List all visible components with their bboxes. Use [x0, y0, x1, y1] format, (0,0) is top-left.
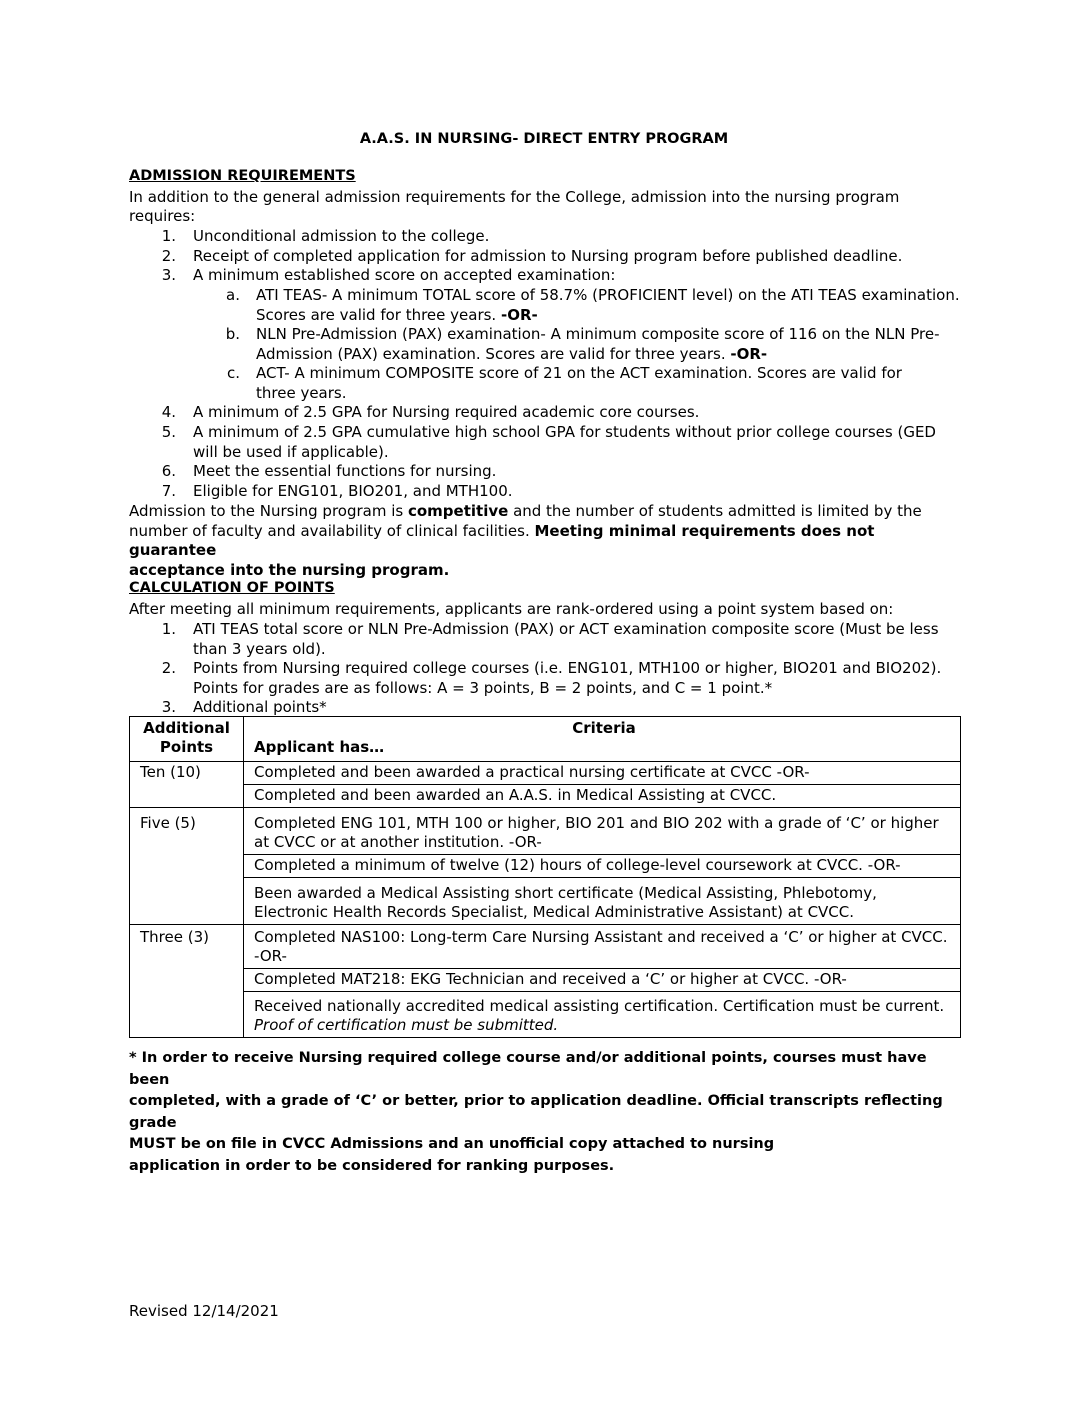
points-heading: CALCULATION OF POINTS	[129, 580, 335, 596]
points-cell: Five (5)	[130, 808, 244, 925]
list-item	[193, 659, 941, 698]
paragraph-text: Admission to the Nursing program is	[129, 502, 408, 520]
sublist-text: Scores are valid for three years.	[256, 305, 501, 324]
points-cell: Three (3)	[130, 925, 244, 1038]
header-text: Additional	[143, 719, 230, 737]
sublist-item	[256, 325, 940, 364]
footnote-line: MUST be on file in CVCC Admissions and an unofficial copy attached to nursing	[129, 1136, 775, 1152]
or-label: -OR-	[500, 305, 538, 324]
criteria-cell: Completed and been awarded a practical nursing certificate at CVCC -OR-	[244, 762, 961, 785]
table-row	[130, 878, 961, 925]
footnote-line: completed, with a grade of ‘C’ or better, prior to application deadline. Official transcripts reflecting grade	[129, 1093, 943, 1131]
admission-intro-line: requires:	[129, 207, 196, 225]
criteria-cell: Completed and been awarded an A.A.S. in Medical Assisting at CVCC.	[244, 785, 961, 808]
sublist-line: NLN Pre-Admission (PAX) examination- A minimum composite score of 116 on the NLN Pre-	[256, 325, 940, 343]
document-title: A.A.S. IN NURSING- DIRECT ENTRY PROGRAM	[359, 131, 729, 147]
admission-intro	[129, 188, 959, 226]
sublist-line	[256, 384, 902, 404]
criteria-cell: Been awarded a Medical Assisting short certificate (Medical Assisting, Phlebotomy, Electronic Health Records Specialist, Medical Administrative Assistant) at CVCC.	[244, 878, 961, 925]
sublist-line: ACT- A minimum COMPOSITE score of 21 on the ACT examination. Scores are valid for	[256, 364, 902, 382]
table-row	[130, 855, 961, 878]
list-number: 2.	[161, 247, 176, 265]
table-row	[130, 808, 961, 855]
paragraph-line	[129, 522, 959, 561]
sublist-line: ATI TEAS- A minimum TOTAL score of 58.7% (PROFICIENT level) on the ATI TEAS examination.	[256, 286, 960, 304]
list-item	[193, 423, 936, 462]
criteria-cell: Completed NAS100: Long-term Care Nursing Assistant and received a ‘C’ or higher at CVCC. -OR-	[244, 925, 961, 969]
list-item: Meet the essential functions for nursing.	[193, 462, 497, 480]
sublist-line	[256, 345, 940, 365]
table-row	[130, 762, 961, 785]
table-header-points	[130, 717, 244, 762]
list-item: Eligible for ENG101, BIO201, and MTH100.	[193, 482, 513, 500]
footnote	[129, 1048, 959, 1177]
criteria-cell	[244, 992, 961, 1038]
points-intro: After meeting all minimum requirements, applicants are rank-ordered using a point system based on:	[129, 600, 894, 618]
list-number: 3.	[161, 266, 176, 284]
sublist-text: three years.	[256, 383, 347, 402]
criteria-cell: Completed MAT218: EKG Technician and received a ‘C’ or higher at CVCC. -OR-	[244, 969, 961, 992]
paragraph-line	[129, 502, 959, 522]
list-item-line: A minimum of 2.5 GPA cumulative high school GPA for students without prior college courses (GED	[193, 423, 936, 441]
additional-points-table	[129, 716, 961, 1038]
list-item	[193, 620, 939, 659]
table-row	[130, 969, 961, 992]
list-item: Unconditional admission to the college.	[193, 227, 490, 245]
or-label: -OR-	[730, 344, 768, 363]
table-row	[130, 992, 961, 1038]
table-row	[130, 785, 961, 808]
list-item-line: will be used if applicable).	[193, 442, 389, 461]
list-number: 1.	[161, 620, 176, 638]
list-number: 3.	[161, 698, 176, 716]
sublist-letter: b.	[225, 325, 240, 343]
list-number: 5.	[161, 423, 176, 441]
header-subtext: Applicant has…	[254, 738, 385, 756]
revised-date: Revised 12/14/2021	[129, 1302, 279, 1320]
sublist-item	[256, 286, 960, 325]
paragraph-line	[129, 561, 959, 581]
list-number: 4.	[161, 403, 176, 421]
header-text: Criteria	[572, 719, 636, 737]
sublist-text: Admission (PAX) examination. Scores are valid for three years.	[256, 344, 731, 363]
table-header-criteria	[244, 717, 961, 762]
list-item: Additional points*	[193, 698, 327, 716]
sublist-line	[256, 306, 960, 326]
emphasis-text: acceptance into the nursing program.	[129, 560, 450, 579]
emphasis-text: Meeting minimal requirements does not guarantee	[129, 521, 875, 559]
list-item: Receipt of completed application for admission to Nursing program before published deadline.	[193, 247, 903, 265]
sublist-letter: a.	[226, 286, 240, 304]
list-item: A minimum established score on accepted examination:	[193, 266, 616, 284]
table-header-row	[130, 717, 961, 762]
list-item: A minimum of 2.5 GPA for Nursing required academic core courses.	[193, 403, 700, 421]
list-number: 7.	[161, 482, 176, 500]
points-cell: Ten (10)	[130, 762, 244, 808]
list-item-line: ATI TEAS total score or NLN Pre-Admission (PAX) or ACT examination composite score (Must be less	[193, 620, 939, 638]
paragraph-text: and the number of students admitted is limited by the	[508, 502, 922, 520]
list-number: 1.	[161, 227, 176, 245]
admission-heading: ADMISSION REQUIREMENTS	[129, 168, 356, 184]
admission-intro-line: In addition to the general admission requirements for the College, admission into the nursing program	[129, 188, 900, 206]
criteria-cell: Completed ENG 101, MTH 100 or higher, BIO 201 and BIO 202 with a grade of ‘C’ or higher at CVCC or at another institution. -OR-	[244, 808, 961, 855]
table-row	[130, 925, 961, 969]
footnote-line: application in order to be considered for ranking purposes.	[129, 1157, 615, 1174]
sublist-item	[256, 364, 902, 403]
criteria-italic-text: Proof of certification must be submitted.	[254, 1016, 559, 1034]
list-item-line: Points from Nursing required college courses (i.e. ENG101, MTH100 or higher, BIO201 and BIO202).	[193, 659, 942, 677]
list-item-line: than 3 years old).	[193, 639, 326, 658]
list-number: 2.	[161, 659, 176, 677]
list-number: 6.	[161, 462, 176, 480]
list-item-line: Points for grades are as follows: A = 3 points, B = 2 points, and C = 1 point.*	[193, 678, 773, 697]
criteria-cell: Completed a minimum of twelve (12) hours of college-level coursework at CVCC. -OR-	[244, 855, 961, 878]
header-text: Points	[159, 738, 214, 756]
emphasis-text: competitive	[407, 502, 509, 520]
footnote-line: * In order to receive Nursing required college course and/or additional points, courses must have been	[129, 1050, 927, 1088]
paragraph-text: number of faculty and availability of clinical facilities.	[129, 521, 535, 540]
sublist-letter: c.	[226, 364, 240, 382]
competitive-paragraph	[129, 502, 959, 580]
criteria-text: Received nationally accredited medical assisting certification. Certification must be current.	[254, 997, 945, 1015]
